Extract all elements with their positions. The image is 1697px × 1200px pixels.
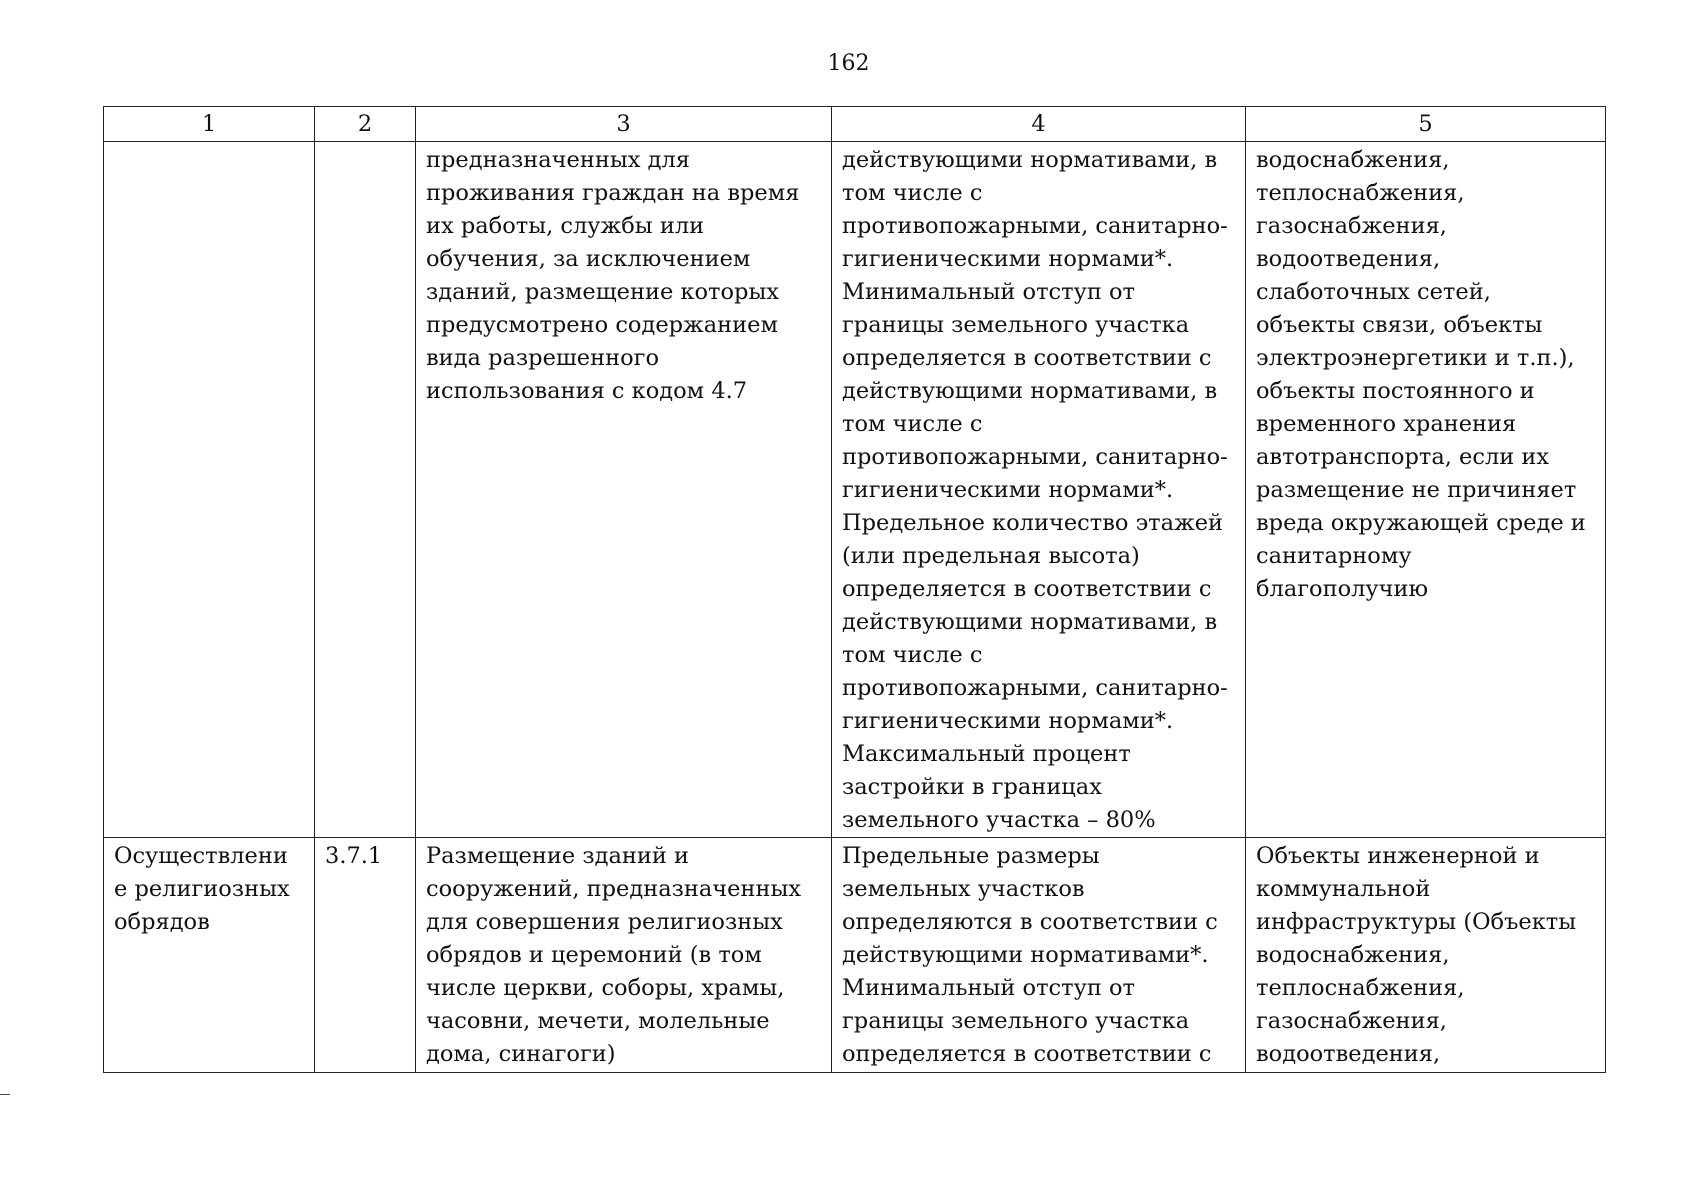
cell-parameters bbox=[832, 142, 1246, 838]
use-code-text: 3.7.1 bbox=[325, 843, 383, 869]
column-header-1: 1 bbox=[104, 107, 315, 142]
description-text: предназначенных для проживания граждан на время их работы, службы или обучения, за исключением зданий, размещение которых предусмотрено содержанием вида разрешенного использования с кодом 4.7 bbox=[426, 147, 800, 404]
description-text: Размещение зданий и сооружений, предназначенных для совершения религиозных обрядов и церемоний (в том числе церкви, соборы, храмы, часовни, мечети, молельные дома, синагоги) bbox=[426, 843, 802, 1067]
cell-description bbox=[416, 142, 832, 838]
cell-parameters bbox=[832, 838, 1246, 1073]
table-row bbox=[104, 142, 1606, 838]
table-header-row bbox=[104, 107, 1606, 142]
margin-mark bbox=[0, 1094, 10, 1095]
cell-use-code bbox=[315, 838, 416, 1073]
column-header-5: 5 bbox=[1246, 107, 1606, 142]
column-header-2: 2 bbox=[315, 107, 416, 142]
cell-use-name bbox=[104, 838, 315, 1073]
column-header-3: 3 bbox=[416, 107, 832, 142]
table-row bbox=[104, 838, 1606, 1073]
cell-use-name bbox=[104, 142, 315, 838]
cell-description bbox=[416, 838, 832, 1073]
column-header-4: 4 bbox=[832, 107, 1246, 142]
use-name-text: Осуществлени е религиозных обрядов bbox=[114, 843, 290, 935]
cell-auxiliary-uses bbox=[1246, 838, 1606, 1073]
cell-auxiliary-uses bbox=[1246, 142, 1606, 838]
cell-use-code bbox=[315, 142, 416, 838]
parameters-text: Предельные размеры земельных участков определяются в соответствии с действующими нормативами*. Минимальный отступ от границы земельного участка определяется в соответствии с bbox=[842, 843, 1218, 1067]
auxiliary-uses-text: Объекты инженерной и коммунальной инфраструктуры (Объекты водоснабжения, теплоснабжения, газоснабжения, водоотведения, bbox=[1256, 843, 1577, 1067]
page-number: 162 bbox=[827, 51, 870, 76]
land-use-regulations-table bbox=[103, 106, 1606, 1073]
parameters-text: действующими нормативами, в том числе с противопожарными, санитарно- гигиеническими нормами*. Минимальный отступ от границы земельного участка определяется в соответствии с действующими нормативами, в том числе с противопожарными, санитарно- гигиеническими нормами*. Предельное количество этажей (или предельная высота) определяется в соответствии с действующими нормативами, в том числе с противопожарными, санитарно- гигиеническими нормами*. Максимальный процент застройки в границах земельного участка – 80% bbox=[842, 147, 1228, 833]
auxiliary-uses-text: водоснабжения, теплоснабжения, газоснабжения, водоотведения, слаботочных сетей, объекты связи, объекты электроэнергетики и т.п.), объекты постоянного и временного хранения автотранспорта, если их размещение не причиняет вреда окружающей среде и санитарному благополучию bbox=[1256, 147, 1586, 602]
